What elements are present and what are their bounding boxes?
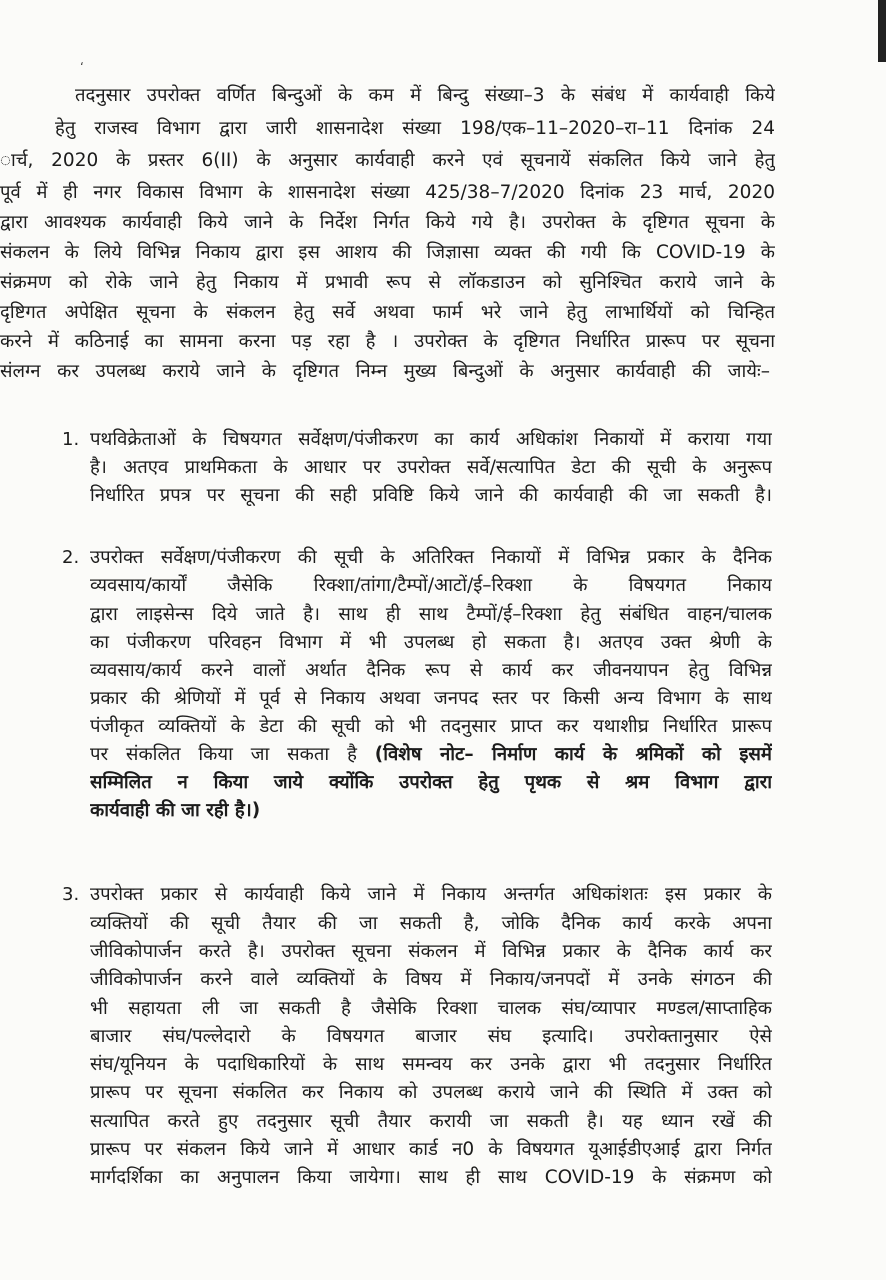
point-line: संघ/यूनियन के पदाधिकारियों के साथ समन्वय कर उनके द्वारा भी तदनुसार निर्धारित	[90, 1054, 772, 1075]
point-line: द्वारा लाइसेन्स दिये जाते है। साथ ही साथ टैम्पों/ई–रिक्शा हेतु संबंधित वाहन/चालक	[90, 604, 772, 625]
point-line: सत्यापित करते हुए तदनुसार सूची तैयार करायी जा सकती है। यह ध्यान रखें की	[90, 1111, 772, 1132]
point-line: बाजार संघ/पल्लेदारो के विषयगत बाजार संघ इत्यादि। उपरोक्तानुसार ऐसे	[90, 1026, 772, 1047]
intro-line: संलग्न कर उपलब्ध कराये जाने के दृष्टिगत निम्न मुख्य बिन्दुओं के अनुसार कार्यवाही की जायेः–	[0, 361, 770, 382]
special-note-line: सम्मिलित न किया जाये क्योंकि उपरोक्त हेतु पृथक से श्रम विभाग द्वारा	[90, 772, 772, 793]
intro-line: संकलन के लिये विभिन्न निकाय द्वारा इस आशय की जिज्ञासा व्यक्त की गयी कि COVID-19 के	[0, 242, 775, 263]
point-line: पथविक्रेताओं के चिषयगत सर्वेक्षण/पंजीकरण का कार्य अधिकांश निकायों में कराया गया	[90, 429, 772, 450]
intro-line: हेतु राजस्व विभाग द्वारा जारी शासनादेश संख्या 198/एक–11–2020–रा–11 दिनांक 24	[55, 118, 775, 139]
intro-line: द्वारा आवश्यक कार्यवाही किये जाने के निर्देश निर्गत किये गये है। उपरोक्त के दृष्टिगत सूचना के	[0, 212, 775, 233]
intro-line: करने में कठिनाई का सामना करना पड़ रहा है । उपरोक्त के दृष्टिगत निर्धारित प्रारूप पर सूचना	[0, 331, 775, 352]
point-number: 1.	[62, 429, 80, 450]
point-line: मार्गदर्शिका का अनुपालन किया जायेगा। साथ ही साथ COVID-19 के संक्रमण को	[90, 1167, 772, 1188]
point-line: व्यवसाय/कार्य करने वालों अर्थात दैनिक रूप से कार्य कर जीवनयापन हेतु विभिन्न	[90, 660, 772, 681]
special-note-line: कार्यवाही की जा रही है।)	[90, 800, 261, 821]
pen-mark: ‘	[80, 60, 84, 74]
intro-line: पूर्व में ही नगर विकास विभाग के शासनादेश संख्या 425/38–7/2020 दिनांक 23 मार्च, 2020	[0, 182, 775, 203]
point-line: प्रारूप पर सूचना संकलित कर निकाय को उपलब्ध कराये जाने की स्थिति में उक्त को	[90, 1082, 772, 1103]
point-line: है। अतएव प्राथमिकता के आधार पर उपरोक्त सर्वे/सत्यापित डेटा की सूची के अनुरूप	[90, 457, 772, 478]
normal-text: पर संकलित किया जा सकता है	[90, 744, 375, 765]
point-number: 2.	[62, 547, 80, 568]
special-note: (विशेष नोट– निर्माण कार्य के श्रमिकों को इसमें	[374, 744, 772, 765]
point-line: प्रकार की श्रेणियों में पूर्व से निकाय अथवा जनपद स्तर पर किसी अन्य विभाग के साथ	[90, 688, 772, 709]
intro-line: दृष्टिगत अपेक्षित सूचना के संकलन हेतु सर्वे अथवा फार्म भरे जाने हेतु लाभार्थियों को चिन्हित	[0, 302, 775, 323]
point-line: का पंजीकरण परिवहन विभाग में भी उपलब्ध हो सकता है। अतएव उक्त श्रेणी के	[90, 632, 772, 653]
point-line: निर्धारित प्रपत्र पर सूचना की सही प्रविष्टि किये जाने की कार्यवाही की जा सकती है।	[90, 485, 772, 506]
intro-line: संक्रमण को रोके जाने हेतु निकाय में प्रभावी रूप से लॉकडाउन को सुनिश्चित कराये जाने के	[0, 272, 775, 293]
point-line: पंजीकृत व्यक्तियों के डेटा की सूची को भी तदनुसार प्राप्त कर यथाशीघ्र निर्धारित प्रारूप	[90, 716, 772, 737]
point-line: जीविकोपार्जन करते है। उपरोक्त सूचना संकलन में विभिन्न प्रकार के दैनिक कार्य कर	[90, 941, 772, 962]
point-number: 3.	[62, 884, 80, 905]
intro-line: तदनुसार उपरोक्त वर्णित बिन्दुओं के कम में बिन्दु संख्या–3 के संबंध में कार्यवाही किये	[75, 85, 775, 106]
point-line: भी सहायता ली जा सकती है जैसेकि रिक्शा चालक संघ/व्यापार मण्डल/साप्ताहिक	[90, 998, 772, 1019]
point-line: उपरोक्त सर्वेक्षण/पंजीकरण की सूची के अतिरिक्त निकायों में विभिन्न प्रकार के दैनिक	[90, 547, 772, 568]
point-line: उपरोक्त प्रकार से कार्यवाही किये जाने में निकाय अन्तर्गत अधिकांशतः इस प्रकार के	[90, 884, 772, 905]
point-line-mixed	[90, 743, 772, 769]
point-line: प्रारूप पर संकलन किये जाने में आधार कार्ड न0 के विषयगत यूआईडीएआई द्वारा निर्गत	[90, 1139, 772, 1160]
point-line: व्यवसाय/कार्यों जैसेकि रिक्शा/तांगा/टैम्पों/आटों/ई–रिक्शा के विषयगत निकाय	[90, 575, 772, 596]
scan-edge	[878, 0, 886, 62]
intro-line: ार्च, 2020 के प्रस्तर 6(II) के अनुसार कार्यवाही करने एवं सूचनायें संकलित किये जाने हेतु	[0, 150, 775, 171]
point-line: जीविकोपार्जन करने वाले व्यक्तियों के विषय में निकाय/जनपदों में उनके संगठन की	[90, 969, 772, 990]
point-line: व्यक्तियों की सूची तैयार की जा सकती है, जोकि दैनिक कार्य करके अपना	[90, 913, 772, 934]
